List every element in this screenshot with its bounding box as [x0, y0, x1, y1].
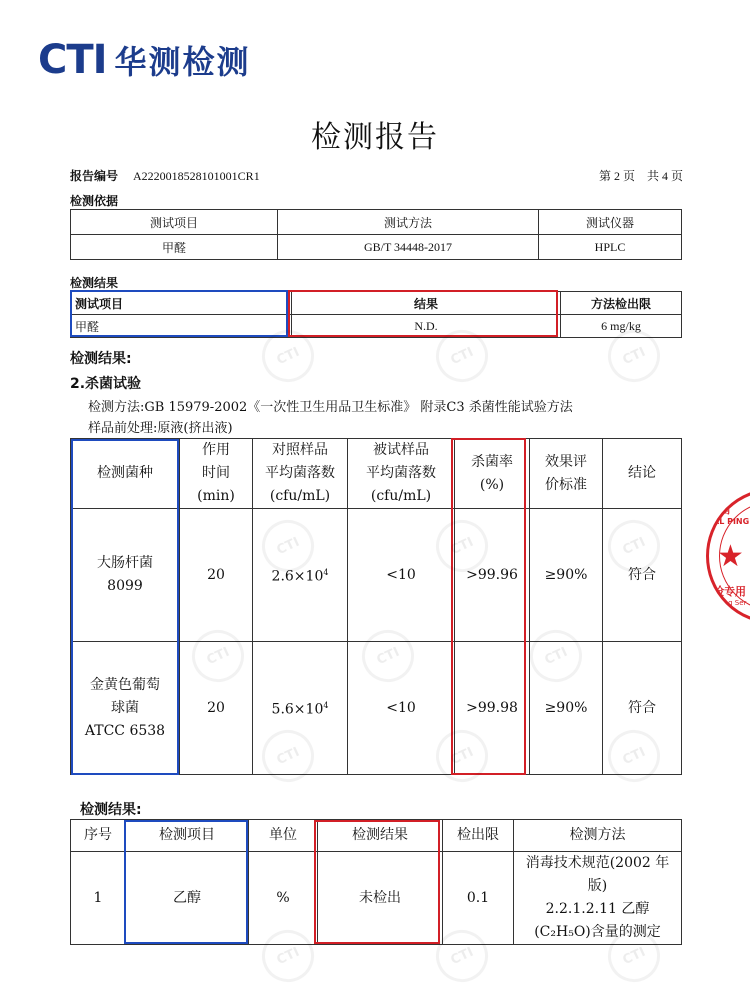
strain-line: ATCC 6538 — [84, 722, 166, 739]
page-info: 第 2 页 共 4 页 — [598, 169, 683, 183]
method-line: 消毒技术规范(2002 年 — [525, 855, 670, 871]
header-cell: 测试方法 — [278, 210, 539, 235]
cell-strain — [71, 642, 180, 775]
control-value: 5.6×10 — [271, 701, 324, 718]
table-cell: N.D. — [292, 315, 561, 338]
cell-control — [253, 642, 348, 775]
table-row — [71, 235, 682, 260]
cell-test: <10 — [348, 509, 455, 642]
logo-name: 华测检测 — [114, 43, 251, 81]
header-line: (cfu/mL) — [269, 488, 331, 504]
watermark-icon: CTI — [599, 921, 668, 990]
result1-table — [70, 291, 682, 338]
seal-text-bottom2: esting Ser — [711, 599, 747, 607]
table-header-row — [71, 210, 682, 235]
strain-line: 金黄色葡萄 — [90, 676, 160, 693]
table-header-row — [71, 292, 682, 315]
logo-brand: CTI — [38, 37, 107, 83]
cell-conclusion: 符合 — [603, 642, 682, 775]
header-strain: 检测菌种 — [71, 439, 180, 509]
header-cell: 检测项目 — [126, 820, 249, 852]
header-line: 价标准 — [545, 476, 587, 493]
header-cell: 方法检出限 — [561, 292, 682, 315]
header-line: 时间 — [202, 465, 230, 481]
header-cell: 测试项目 — [71, 292, 292, 315]
header-test — [348, 439, 455, 509]
cell-result: 未检出 — [318, 852, 443, 945]
header-cell: 序号 — [71, 820, 126, 852]
watermark-icon: CTI — [599, 721, 668, 790]
sterilization-subheading: 2.杀菌试验 — [70, 376, 142, 392]
watermark-icon: CTI — [427, 721, 496, 790]
control-value: 2.6×10 — [271, 568, 324, 585]
table-cell: 甲醛 — [71, 235, 278, 260]
watermark-icon: CTI — [427, 321, 496, 390]
cell-item: 乙醇 — [126, 852, 249, 945]
official-seal — [706, 488, 750, 624]
watermark-icon: CTI — [253, 321, 322, 390]
header-control — [253, 439, 348, 509]
strain-line: 8099 — [107, 578, 143, 594]
result3-heading: 检测结果: — [80, 802, 142, 818]
method-line: 2.2.1.2.11 乙醇 — [545, 901, 650, 917]
company-logo — [38, 38, 251, 82]
sterilization-heading: 检测结果: — [70, 351, 132, 367]
table-header-row — [71, 439, 682, 509]
header-line: 被试样品 — [373, 442, 429, 458]
watermark-icon: CTI — [521, 621, 590, 690]
cell-conclusion: 符合 — [603, 509, 682, 642]
cell-method — [514, 852, 682, 945]
report-number-line — [70, 167, 260, 184]
cell-test: <10 — [348, 642, 455, 775]
result3-table — [70, 819, 682, 945]
header-time — [180, 439, 253, 509]
test-method: 检测方法:GB 15979-2002《一次性卫生用品卫生标准》 附录C3 杀菌性能试验方法 — [88, 400, 573, 415]
strain-line: 大肠杆菌 — [97, 555, 153, 571]
table-header-row — [71, 820, 682, 852]
report-number: A2220018528101001CR1 — [133, 169, 260, 183]
method-line: 版) — [587, 878, 608, 894]
table-cell: 甲醛 — [71, 315, 292, 338]
watermark-icon: CTI — [183, 621, 252, 690]
seal-text-mid: AL PING — [713, 517, 750, 526]
watermark-icon: CTI — [599, 511, 668, 580]
cell-no: 1 — [71, 852, 126, 945]
header-conclusion: 结论 — [603, 439, 682, 509]
header-line: 作用 — [202, 442, 230, 458]
basis-table — [70, 209, 682, 260]
sterilization-table — [70, 438, 682, 775]
header-line: 平均菌落数 — [366, 465, 436, 481]
header-line: 效果评 — [545, 453, 587, 470]
cell-control — [253, 509, 348, 642]
method-line: (C₂H₅O)含量的测定 — [534, 924, 661, 940]
cell-criteria: ≥90% — [530, 642, 603, 775]
table-cell: GB/T 34448-2017 — [278, 235, 539, 260]
table-row — [71, 642, 682, 775]
header-rate — [455, 439, 530, 509]
header-cell: 测试仪器 — [539, 210, 682, 235]
header-criteria — [530, 439, 603, 509]
seal-text-top: 测 — [719, 503, 730, 516]
cell-time: 20 — [180, 509, 253, 642]
header-line: (cfu/mL) — [370, 488, 432, 504]
header-line: (%) — [479, 476, 505, 493]
table-row — [71, 315, 682, 338]
table-cell: HPLC — [539, 235, 682, 260]
header-line: 平均菌落数 — [265, 465, 335, 481]
header-line: 杀菌率 — [471, 453, 513, 470]
cell-criteria: ≥90% — [530, 509, 603, 642]
report-number-label: 报告编号 — [70, 169, 119, 183]
cell-limit: 0.1 — [443, 852, 514, 945]
header-cell: 单位 — [249, 820, 318, 852]
cell-unit: % — [249, 852, 318, 945]
header-cell: 检测结果 — [318, 820, 443, 852]
cell-rate: >99.98 — [455, 642, 530, 775]
sample-pretreatment: 样品前处理:原液(挤出液) — [88, 421, 233, 436]
seal-text-bottom: 检专用 — [713, 585, 746, 598]
cell-strain — [71, 509, 180, 642]
table-row — [71, 509, 682, 642]
result1-heading: 检测结果 — [70, 276, 119, 290]
watermark-icon: CTI — [427, 921, 496, 990]
star-icon: ★ — [717, 539, 744, 574]
cell-rate: >99.96 — [455, 509, 530, 642]
header-cell: 结果 — [292, 292, 561, 315]
header-cell: 测试项目 — [71, 210, 278, 235]
watermark-icon: CTI — [253, 511, 322, 580]
watermark-icon: CTI — [253, 721, 322, 790]
strain-line: 球菌 — [111, 699, 139, 716]
cell-time: 20 — [180, 642, 253, 775]
table-cell: 6 mg/kg — [561, 315, 682, 338]
table-row — [71, 852, 682, 945]
header-cell: 检测方法 — [514, 820, 682, 852]
header-line: 对照样品 — [272, 442, 328, 458]
control-exponent: 4 — [323, 701, 329, 711]
header-line: (min) — [197, 488, 235, 504]
watermark-icon: CTI — [353, 621, 422, 690]
basis-heading: 检测依据 — [70, 194, 119, 208]
watermark-icon: CTI — [599, 321, 668, 390]
control-exponent: 4 — [323, 568, 329, 578]
watermark-icon: CTI — [427, 511, 496, 580]
report-title: 检测报告 — [311, 120, 439, 155]
watermark-icon: CTI — [253, 921, 322, 990]
header-cell: 检出限 — [443, 820, 514, 852]
